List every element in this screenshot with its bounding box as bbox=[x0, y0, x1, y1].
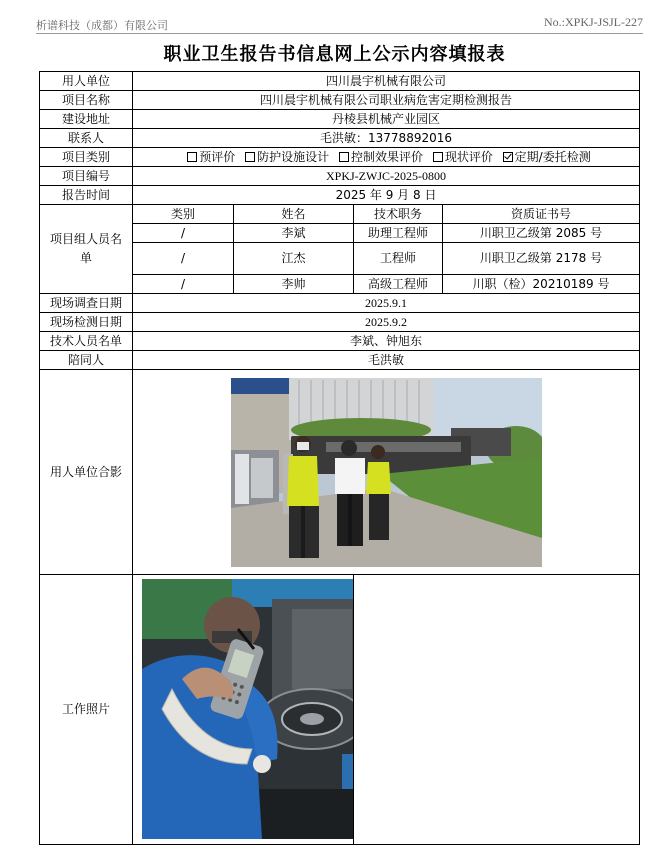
company-header: 析谱科技（成都）有限公司 bbox=[36, 19, 168, 32]
test-date-value: 2025.9.2 bbox=[133, 313, 640, 332]
project-name-label: 项目名称 bbox=[40, 91, 133, 110]
row-contact bbox=[40, 129, 640, 148]
team-header-title: 技术职务 bbox=[354, 205, 443, 224]
group-photo-label: 用人单位合影 bbox=[40, 370, 133, 575]
tech-staff-value: 李斌、钟旭东 bbox=[133, 332, 640, 351]
team-member-name: 李斌 bbox=[234, 224, 354, 243]
report-time-label: 报告时间 bbox=[40, 186, 133, 205]
escort-label: 陪同人 bbox=[40, 351, 133, 370]
test-date-label: 现场检测日期 bbox=[40, 313, 133, 332]
team-member-title: 高级工程师 bbox=[354, 275, 443, 294]
category-option-control-eval[interactable]: 控制效果评价 bbox=[339, 150, 423, 164]
row-project-no bbox=[40, 167, 640, 186]
row-category bbox=[40, 148, 640, 167]
team-member-cert: 川职卫乙级第 2178 号 bbox=[443, 243, 640, 275]
row-escort bbox=[40, 351, 640, 370]
row-address bbox=[40, 110, 640, 129]
project-no-value: XPKJ-ZWJC-2025-0800 bbox=[133, 167, 640, 186]
checkbox-icon bbox=[245, 152, 255, 162]
row-group-photo bbox=[40, 370, 640, 575]
contact-value: 毛洪敏：13778892016 bbox=[133, 129, 640, 148]
document-number: No.:XPKJ-JSJL-227 bbox=[543, 15, 643, 29]
team-header-cert: 资质证书号 bbox=[443, 205, 640, 224]
category-option-status-eval[interactable]: 现状评价 bbox=[433, 150, 493, 164]
team-member-type: / bbox=[133, 243, 234, 275]
team-member-cert: 川职卫乙级第 2085 号 bbox=[443, 224, 640, 243]
escort-value: 毛洪敏 bbox=[133, 351, 640, 370]
checkbox-icon bbox=[187, 152, 197, 162]
employer-value: 四川晨宇机械有限公司 bbox=[133, 72, 640, 91]
category-option-protection-design[interactable]: 防护设施设计 bbox=[245, 150, 329, 164]
row-work-photo bbox=[40, 575, 640, 845]
work-photo-cell bbox=[133, 575, 354, 845]
row-test-date bbox=[40, 313, 640, 332]
group-photo-cell bbox=[133, 370, 640, 575]
contact-label: 联系人 bbox=[40, 129, 133, 148]
team-header-name: 姓名 bbox=[234, 205, 354, 224]
team-header-row bbox=[40, 205, 640, 224]
tech-staff-label: 技术人员名单 bbox=[40, 332, 133, 351]
work-photo bbox=[142, 579, 354, 839]
survey-date-label: 现场调查日期 bbox=[40, 294, 133, 313]
page-title: 职业卫生报告书信息网上公示内容填报表 bbox=[163, 44, 506, 65]
team-header-type: 类别 bbox=[133, 205, 234, 224]
checkbox-checked-icon bbox=[503, 152, 513, 162]
address-value: 丹棱县机械产业园区 bbox=[133, 110, 640, 129]
team-member-title: 工程师 bbox=[354, 243, 443, 275]
row-employer bbox=[40, 72, 640, 91]
report-time-value: 2025 年 9 月 8 日 bbox=[133, 186, 640, 205]
project-name-value: 四川晨宇机械有限公司职业病危害定期检测报告 bbox=[133, 91, 640, 110]
team-label: 项目组人员名单 bbox=[40, 205, 133, 294]
team-member-title: 助理工程师 bbox=[354, 224, 443, 243]
project-no-label: 项目编号 bbox=[40, 167, 133, 186]
row-tech-staff bbox=[40, 332, 640, 351]
team-member-cert: 川职（检）20210189 号 bbox=[443, 275, 640, 294]
work-photo-label: 工作照片 bbox=[40, 575, 133, 845]
checkbox-icon bbox=[433, 152, 443, 162]
team-member-type: / bbox=[133, 224, 234, 243]
category-option-pre-eval[interactable]: 预评价 bbox=[187, 150, 235, 164]
work-photo-empty-cell bbox=[354, 575, 640, 845]
team-member-name: 李帅 bbox=[234, 275, 354, 294]
checkbox-icon bbox=[339, 152, 349, 162]
category-label: 项目类别 bbox=[40, 148, 133, 167]
team-member-type: / bbox=[133, 275, 234, 294]
address-label: 建设地址 bbox=[40, 110, 133, 129]
row-report-time bbox=[40, 186, 640, 205]
group-photo bbox=[231, 378, 542, 567]
category-option-periodic-test[interactable]: 定期/委托检测 bbox=[503, 150, 591, 164]
category-options bbox=[133, 148, 640, 167]
header-divider bbox=[36, 33, 643, 34]
info-form-table bbox=[39, 71, 640, 845]
team-member-name: 江杰 bbox=[234, 243, 354, 275]
row-survey-date bbox=[40, 294, 640, 313]
row-project-name bbox=[40, 91, 640, 110]
survey-date-value: 2025.9.1 bbox=[133, 294, 640, 313]
employer-label: 用人单位 bbox=[40, 72, 133, 91]
